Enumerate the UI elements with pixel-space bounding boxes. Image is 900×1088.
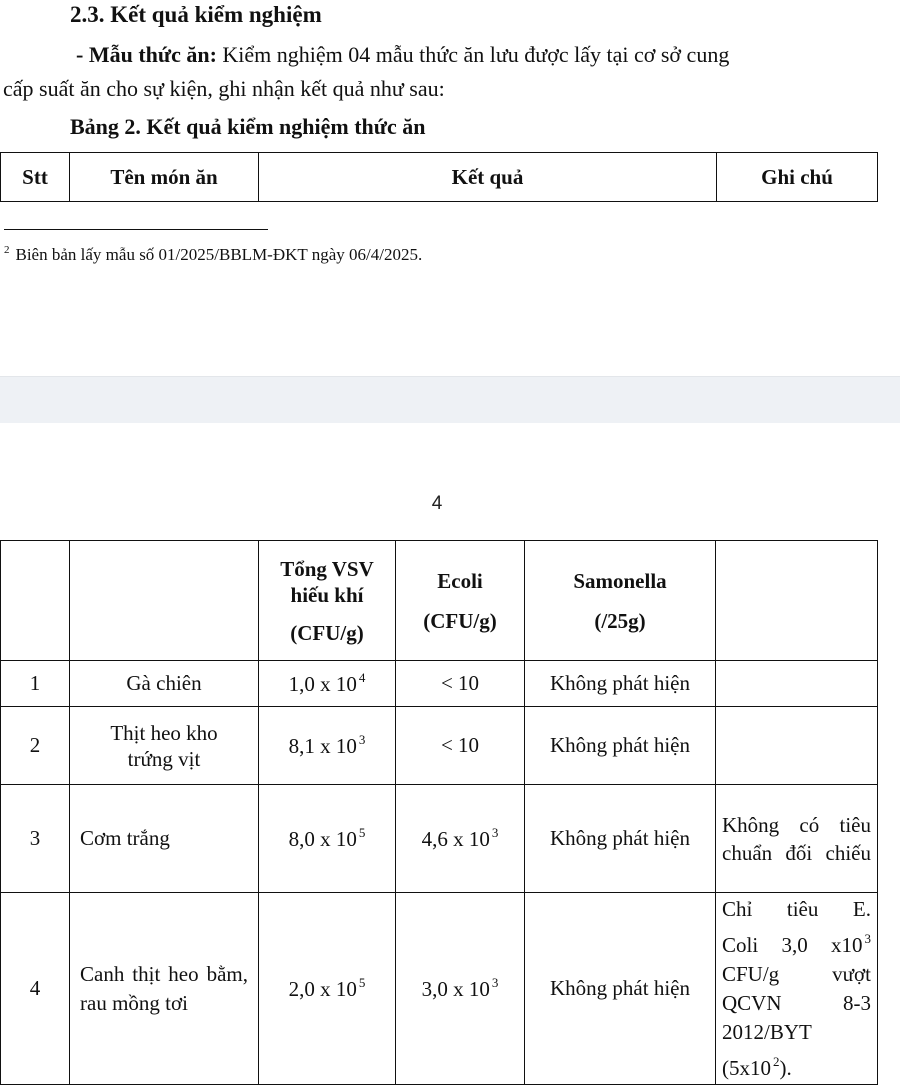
row-dish: Gà chiên [70, 661, 259, 707]
row-stt: 3 [1, 785, 70, 893]
results-table [0, 540, 878, 1085]
row-note: Không có tiêu chuẩn đối chiếu [716, 785, 878, 893]
row-stt: 4 [1, 893, 70, 1085]
footnote-divider [4, 229, 268, 230]
row-vsv: 1,0 x 10 $^4$ [259, 661, 396, 707]
table-row [1, 541, 878, 661]
table-caption: Bảng 2. Kết quả kiểm nghiệm thức ăn [70, 114, 426, 139]
page-break-band [0, 376, 900, 423]
row-salmonella: Không phát hiện [525, 707, 716, 785]
row-ecoli: < 10 [396, 661, 525, 707]
row-vsv: 8,0 x 10 $^5$ [259, 785, 396, 893]
row-ecoli: 3,0 x 10 $^3$ [396, 893, 525, 1085]
row-note [716, 661, 878, 707]
header-note: Ghi chú [717, 153, 878, 202]
row-vsv: 8,1 x 10 $^3$ [259, 707, 396, 785]
table-row [1, 893, 878, 1085]
header-blank-dish [70, 541, 259, 661]
footnote [4, 244, 422, 265]
footnote-marker: 2 [4, 244, 10, 256]
footnote-text: Biên bản lấy mẫu số 01/2025/BBLM-ĐKT ngày 06/4/2025. [15, 245, 423, 264]
intro-paragraph-line2: cấp suất ăn cho sự kiện, ghi nhận kết quả như sau: [3, 76, 445, 101]
row-note: Chỉ tiêu E. Coli 3,0 x10 $^3$ CFU/g vượt QCVN 8-3 2012/BYT (5x10 $^2$). [716, 893, 878, 1085]
table-row [1, 661, 878, 707]
header-stt: Stt [1, 153, 70, 202]
intro-paragraph-line1 [76, 42, 729, 68]
header-result: Kết quả [259, 153, 717, 202]
header-vsv: Tổng VSV hiếu khí (CFU/g) [259, 541, 396, 661]
row-vsv: 2,0 x 10 $^5$ [259, 893, 396, 1085]
row-ecoli: < 10 [396, 707, 525, 785]
section-heading: 2.3. Kết quả kiểm nghiệm [70, 2, 322, 27]
row-salmonella: Không phát hiện [525, 785, 716, 893]
header-ecoli: Ecoli (CFU/g) [396, 541, 525, 661]
table-row [1, 785, 878, 893]
row-salmonella: Không phát hiện [525, 893, 716, 1085]
row-dish: Cơm trắng [70, 785, 259, 893]
header-blank-note [716, 541, 878, 661]
row-stt: 2 [1, 707, 70, 785]
header-salmonella: Samonella (/25g) [525, 541, 716, 661]
row-note [716, 707, 878, 785]
header-blank-stt [1, 541, 70, 661]
para-text: Kiểm nghiệm 04 mẫu thức ăn lưu được lấy tại cơ sở cung [216, 42, 730, 67]
para-label: - Mẫu thức ăn: [76, 42, 217, 67]
table-header-row [0, 152, 878, 202]
row-dish: Thịt heo kho trứng vịt [70, 707, 259, 785]
page-number: 4 [431, 493, 443, 514]
row-dish: Canh thịt heo bằm, rau mồng tơi [70, 893, 259, 1085]
row-salmonella: Không phát hiện [525, 661, 716, 707]
table-row [1, 707, 878, 785]
header-dish: Tên món ăn [70, 153, 259, 202]
row-stt: 1 [1, 661, 70, 707]
row-ecoli: 4,6 x 10 $^3$ [396, 785, 525, 893]
